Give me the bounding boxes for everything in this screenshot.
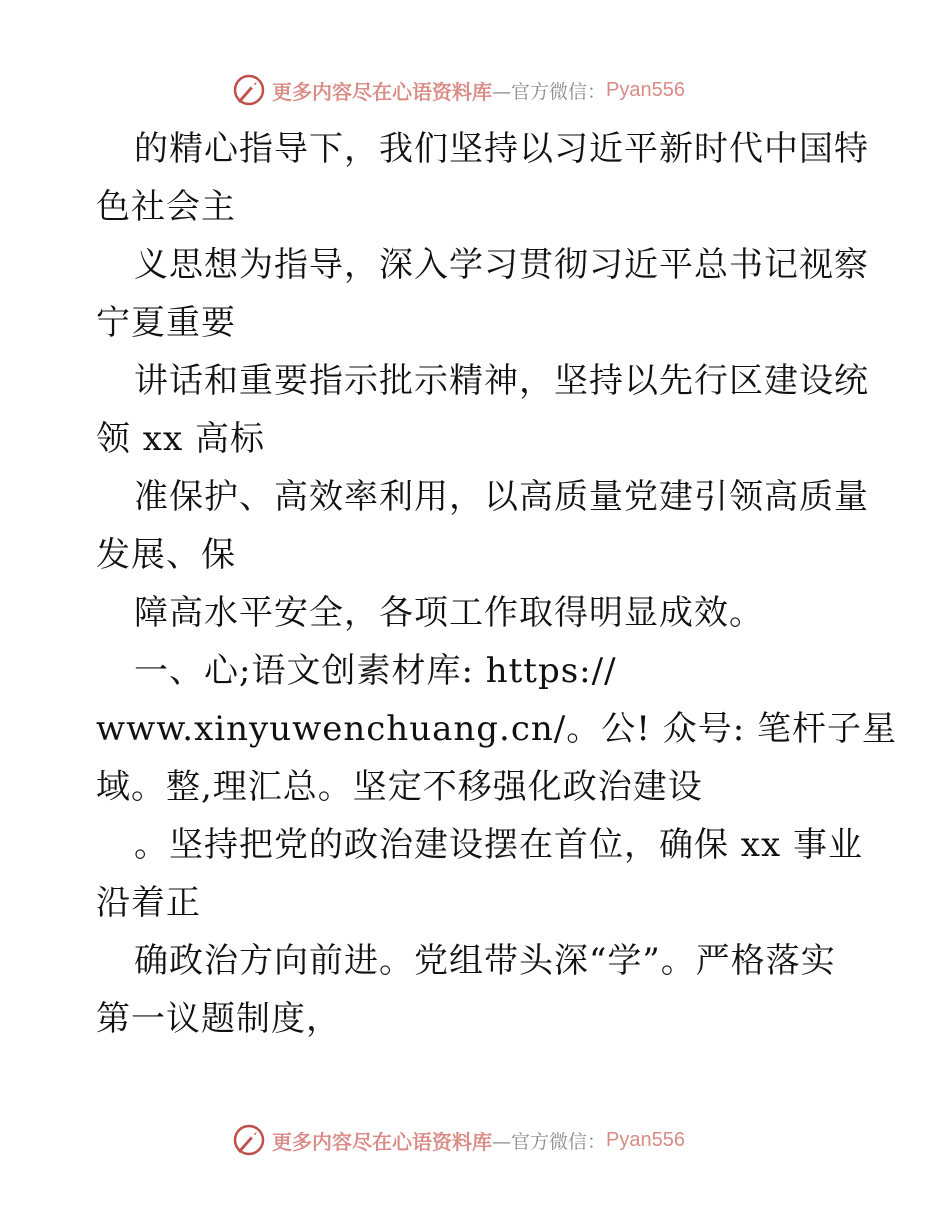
- body-line: 讲话和重要指示批示精神，坚持以先行区建设统: [134, 361, 869, 401]
- footer-banner-id: Pyan556: [606, 1128, 685, 1151]
- body-line: 第一议题制度，: [96, 999, 341, 1039]
- header-banner-id: Pyan556: [606, 78, 685, 101]
- body-line: 确政治方向前进。党组带头深“学”。严格落实: [134, 941, 836, 981]
- header-banner: [232, 72, 712, 108]
- pen-nib-logo-icon: [232, 73, 266, 107]
- body-line: 障高水平安全，各项工作取得明显成效。: [134, 593, 764, 633]
- document-body: [96, 120, 897, 1048]
- body-line: www.xinyuwenchuang.cn/。公! 众号: 笔杆子星: [96, 709, 897, 749]
- body-line: 领 xx 高标: [96, 419, 265, 459]
- footer-banner-title: 更多内容尽在心语资料库: [272, 1129, 492, 1154]
- body-line: 准保护、高效率利用，以高质量党建引领高质量: [134, 477, 869, 517]
- footer-banner-label: —官方微信：: [492, 1130, 607, 1153]
- body-line: 的精心指导下，我们坚持以习近平新时代中国特: [134, 129, 869, 169]
- header-banner-title: 更多内容尽在心语资料库: [272, 79, 492, 104]
- header-banner-label: —官方微信：: [492, 80, 607, 103]
- body-line: 一、心;语文创素材库: https://: [134, 651, 617, 691]
- body-line: 义思想为指导，深入学习贯彻习近平总书记视察: [134, 245, 869, 285]
- body-line: 沿着正: [96, 883, 201, 923]
- body-line: 发展、保: [96, 535, 236, 575]
- footer-banner: [232, 1122, 712, 1158]
- body-line: 域。整,理汇总。坚定不移强化政治建设: [96, 767, 703, 807]
- body-line: 。坚持把党的政治建设摆在首位，确保 xx 事业: [134, 825, 863, 865]
- body-line: 色社会主: [96, 187, 236, 227]
- body-line: 宁夏重要: [96, 303, 236, 343]
- pen-nib-logo-icon: [232, 1123, 266, 1157]
